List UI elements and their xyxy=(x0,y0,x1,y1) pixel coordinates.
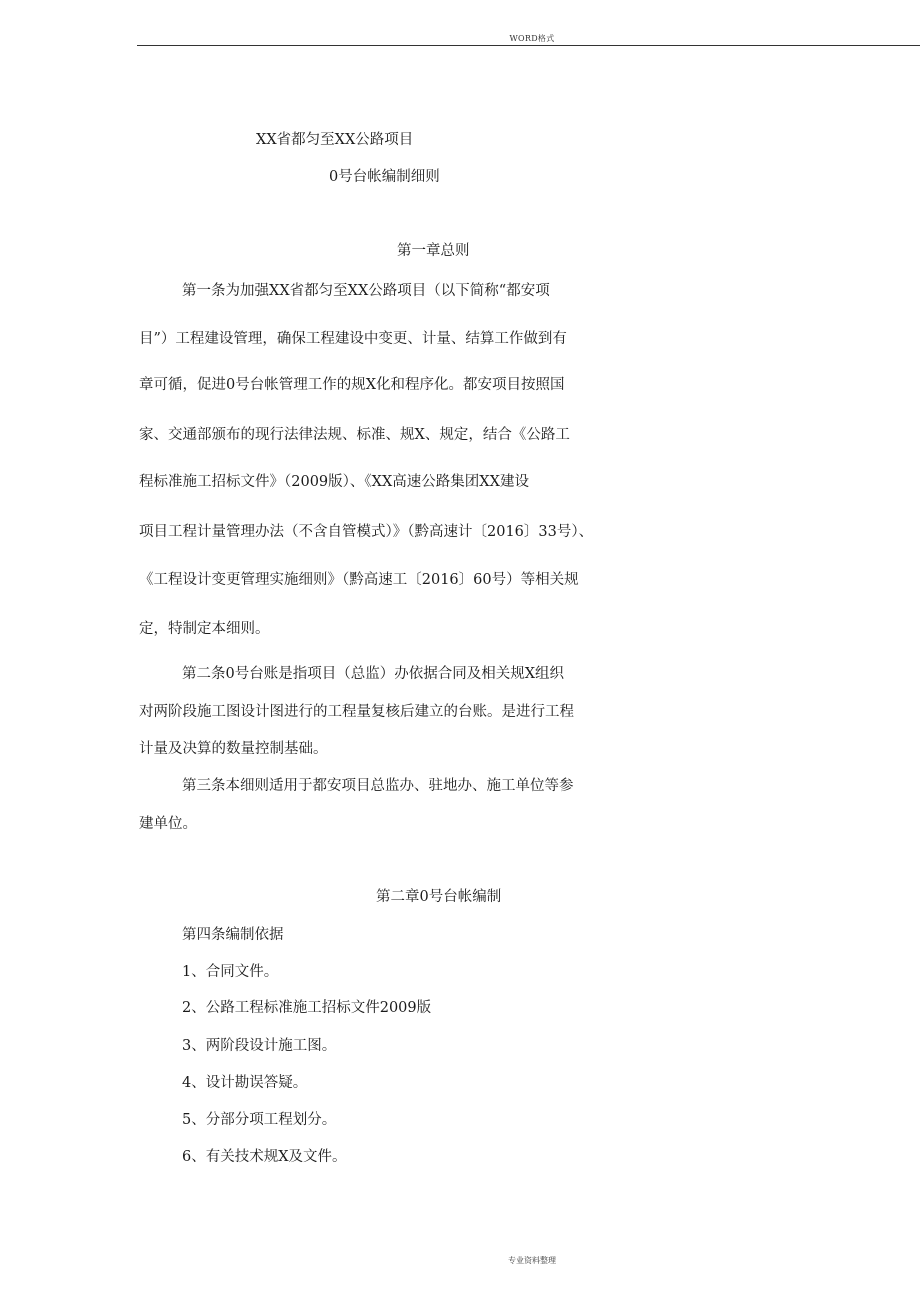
article-1-line: 《工程设计变更管理实施细则》（黔高速工〔2016〕60号）等相关规 xyxy=(139,572,579,588)
article-3-line: 建单位。 xyxy=(139,816,197,832)
article-1-line: 章可循，促进0号台帐管理工作的规X化和程序化。都安项目按照国 xyxy=(139,377,565,393)
article-2-line: 对两阶段施工图设计图进行的工程量复核后建立的台账。是进行工程 xyxy=(139,704,574,720)
article-1-line: 目”）工程建设管理，确保工程建设中变更、计量、结算工作做到有 xyxy=(139,331,567,347)
chapter-1-heading: 第一章总则 xyxy=(397,243,470,259)
article-1-line: 项目工程计量管理办法（不含自管模式）》（黔高速计〔2016〕33号）、 xyxy=(139,524,594,540)
article-4-title: 第四条编制依据 xyxy=(182,927,284,943)
article-1-line: 家、交通部颁布的现行法律法规、标准、规X、规定，结合《公路工 xyxy=(139,427,570,443)
title-line-1: XX省都匀至XX公路项目 xyxy=(256,132,414,148)
article-1-line: 程标准施工招标文件》（2009版）、《XX高速公路集团XX建设 xyxy=(139,474,529,490)
basis-list-item: 1、合同文件。 xyxy=(182,964,279,980)
footer-label: 专业资料整理 xyxy=(508,1256,556,1265)
basis-list-item: 5、分部分项工程划分。 xyxy=(182,1112,337,1128)
article-3-line: 第三条本细则适用于都安项目总监办、驻地办、施工单位等参 xyxy=(182,778,574,794)
chapter-2-heading: 第二章0号台帐编制 xyxy=(376,889,502,905)
article-2-line: 计量及决算的数量控制基础。 xyxy=(139,741,328,757)
title-line-2: 0号台帐编制细则 xyxy=(329,169,440,185)
header-label: WORD格式 xyxy=(509,34,555,43)
header-rule xyxy=(137,45,920,46)
article-1-line: 定，特制定本细则。 xyxy=(139,621,270,637)
article-2-line: 第二条0号台账是指项目（总监）办依据合同及相关规X组织 xyxy=(182,666,565,682)
basis-list-item: 6、有关技术规X及文件。 xyxy=(182,1149,347,1165)
article-1-line: 第一条为加强XX省都匀至XX公路项目（以下简称“都安项 xyxy=(182,283,550,299)
basis-list-item: 2、公路工程标准施工招标文件2009版 xyxy=(182,1000,432,1016)
basis-list-item: 3、两阶段设计施工图。 xyxy=(182,1038,337,1054)
basis-list-item: 4、设计勘误答疑。 xyxy=(182,1075,308,1091)
